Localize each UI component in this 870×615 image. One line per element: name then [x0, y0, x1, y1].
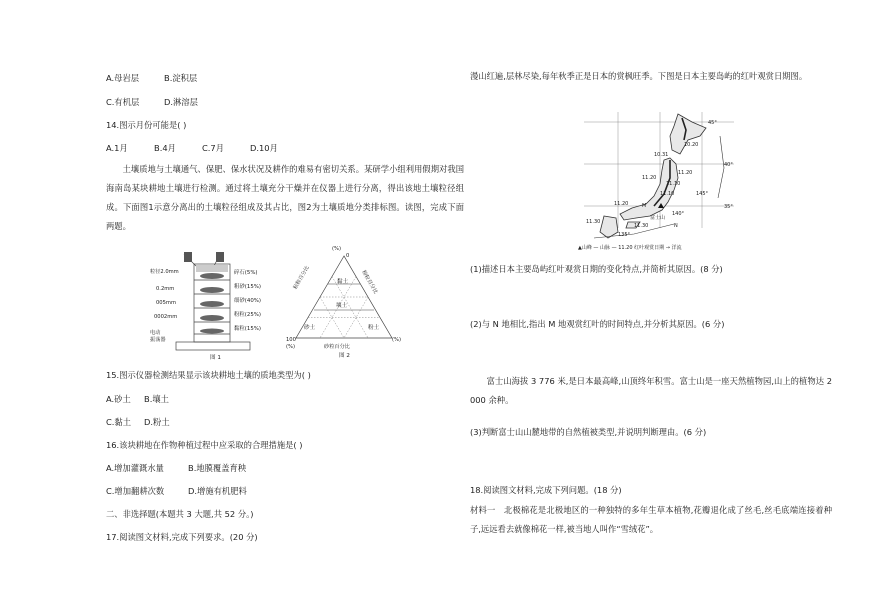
kyushu-shape	[600, 216, 618, 238]
region-silt: 粉土	[368, 325, 380, 331]
layer-silt: 粉粒(25%)	[234, 312, 261, 318]
q17-stem: 17.阅读图文材料,完成下列要求。(20 分)	[106, 532, 258, 542]
lon-label-135: 135°	[618, 232, 631, 238]
q16-option-c[interactable]: C.增加翻耕次数	[106, 486, 165, 496]
layer-gravel: 碎石(5%)	[234, 270, 258, 276]
map-legend: ▲山峰 — 山脉 — 11.20 红叶观赏日期 → 洋流	[578, 245, 682, 251]
figure-1-drawing	[170, 250, 280, 362]
size-label-0002mm: 0002mm	[154, 314, 178, 320]
q13-option-d[interactable]: D.淋溶层	[164, 97, 198, 107]
fuji-passage: 富士山海拔 3 776 米,是日本最高峰,山顶终年积雪。富士山是一座天然植物园,山上的植物达 2 000 余种。	[470, 376, 832, 405]
lon-label-145: 145°	[696, 191, 709, 197]
percent-unit-top: (%)	[332, 246, 341, 252]
q16-option-b[interactable]: B.地膜覆盖育秧	[188, 463, 247, 473]
japan-map-drawing	[574, 108, 744, 258]
q15-option-a[interactable]: A.砂土	[106, 394, 131, 404]
figure-1-apparatus	[150, 250, 280, 362]
q15-options-row2	[106, 416, 170, 428]
place-label-m: M	[642, 203, 647, 209]
q14-option-b[interactable]: B.4月	[154, 143, 176, 153]
q13-option-c[interactable]: C.有机层	[106, 97, 140, 107]
q14-options	[106, 142, 298, 154]
q14-stem: 14.图示月份可能是( )	[106, 120, 187, 130]
q13-options-row1	[106, 72, 197, 84]
date-label-2: 10.31	[654, 152, 669, 158]
lat-label-35: 35°	[724, 204, 733, 210]
top-tick-0: 0	[346, 253, 350, 259]
place-label-n: N	[674, 223, 678, 229]
japan-maple-map	[574, 108, 744, 258]
date-label-1: 10.20	[684, 142, 699, 148]
date-label-6: 11.10	[660, 191, 675, 197]
q13-option-a[interactable]: A.母岩层	[106, 73, 140, 83]
lat-label-40: 40°	[724, 162, 733, 168]
bottom-axis-label: 砂粒百分比	[324, 344, 350, 350]
q15-option-b[interactable]: B.壤土	[144, 394, 169, 404]
size-label-005mm: 005mm	[156, 300, 177, 306]
q16-stem: 16.该块耕地在作物种植过程中应采取的合理措施是( )	[106, 440, 303, 450]
layer-coarse-sand: 粗砂(15%)	[234, 284, 261, 290]
size-label-2mm: 粒径2.0mm	[150, 269, 179, 275]
place-label-fuji: 富士山	[650, 215, 666, 221]
layer-clay: 黏粒(15%)	[234, 326, 261, 332]
device-label: 电动 振荡器	[150, 330, 166, 343]
q16-options-row2	[106, 485, 247, 497]
q13-options-row2	[106, 96, 198, 108]
date-label-9: 11.10	[666, 181, 681, 187]
date-label-3: 11.20	[678, 170, 693, 176]
region-clay: 黏土	[337, 279, 349, 285]
region-loam: 壤土	[336, 303, 348, 309]
figure-2-texture-triangle	[284, 246, 404, 362]
q16-options-row1	[106, 462, 246, 474]
sample-jar	[184, 252, 192, 262]
q18-stem: 18.阅读图文材料,完成下列问题。(18 分)	[470, 485, 622, 495]
right-axis-label: 粉粒百分比	[360, 269, 379, 295]
q16-option-a[interactable]: A.增加灌溉水量	[106, 463, 164, 473]
lat-label-45: 45°	[708, 120, 717, 126]
q15-option-c[interactable]: C.黏土	[106, 417, 132, 427]
layer-fine-sand: 细砂(40%)	[234, 298, 261, 304]
q14-option-c[interactable]: C.7月	[202, 143, 225, 153]
q15-options-row1	[106, 393, 169, 405]
size-label-02mm: 0.2mm	[156, 286, 175, 292]
gravel-band	[196, 265, 228, 272]
q17-part-3: (3)判断富士山山麓地带的自然植被类型,并说明判断理由。(6 分)	[470, 427, 707, 437]
date-label-8: 11.30	[586, 219, 601, 225]
left-axis-label: 粘粒百分比	[292, 265, 311, 291]
q18-material-1: 材料一 北极棉花是北极地区的一种独特的多年生草本植物,花瓣退化成了丝毛,丝毛底端连接着种子,远远看去就像棉花一样,被当地人叫作“雪绒花”。	[470, 505, 832, 534]
soil-passage: 土壤质地与土壤通气、保肥、保水状况及耕作的难易有密切关系。某研学小组利用假期对我国海南岛某块耕地土壤进行检测。通过将土壤充分干燥并在仪器上进行分离，得出该地土壤粒径组成。下面图1示意分离出的土壤粒径组成及其占比，图2为土壤质地分类排标图。读图，完成下面两题。	[106, 164, 464, 231]
bottom-left-unit: (%)	[286, 344, 295, 350]
lon-label-140: 140°	[672, 211, 685, 217]
date-label-7: 11.30	[634, 223, 649, 229]
maple-intro: 漫山红遍,层林尽染,每年秋季正是日本的赏枫旺季。下图是日本主要岛屿的红叶观赏日期图。	[470, 71, 808, 81]
q15-stem: 15.图示仪器检测结果显示该块耕地土壤的质地类型为( )	[106, 370, 311, 380]
pour-jar	[216, 252, 224, 262]
q17-part-2: (2)与 N 地相比,指出 M 地观赏红叶的时间特点,并分析其原因。(6 分)	[470, 319, 725, 329]
bottom-left-100: 100	[286, 337, 296, 343]
q14-option-d[interactable]: D.10月	[250, 143, 278, 153]
q15-option-d[interactable]: D.粉土	[144, 417, 170, 427]
date-label-4: 11.20	[642, 175, 657, 181]
date-label-5: 11.20	[614, 201, 629, 207]
q13-option-b[interactable]: B.淀积层	[164, 73, 198, 83]
q14-option-a[interactable]: A.1月	[106, 143, 128, 153]
figure-2-caption: 图 2	[339, 353, 350, 359]
region-sand: 砂土	[304, 325, 316, 331]
q17-part-1: (1)描述日本主要岛屿红叶观赏日期的变化特点,并简析其原因。(8 分)	[470, 264, 723, 274]
q16-option-d[interactable]: D.增施有机肥料	[188, 486, 247, 496]
figure-1-caption: 图 1	[210, 355, 221, 361]
right-unit: (%)	[392, 337, 401, 343]
section-2-heading: 二、非选择题(本题共 3 大题,共 52 分。)	[106, 509, 254, 519]
